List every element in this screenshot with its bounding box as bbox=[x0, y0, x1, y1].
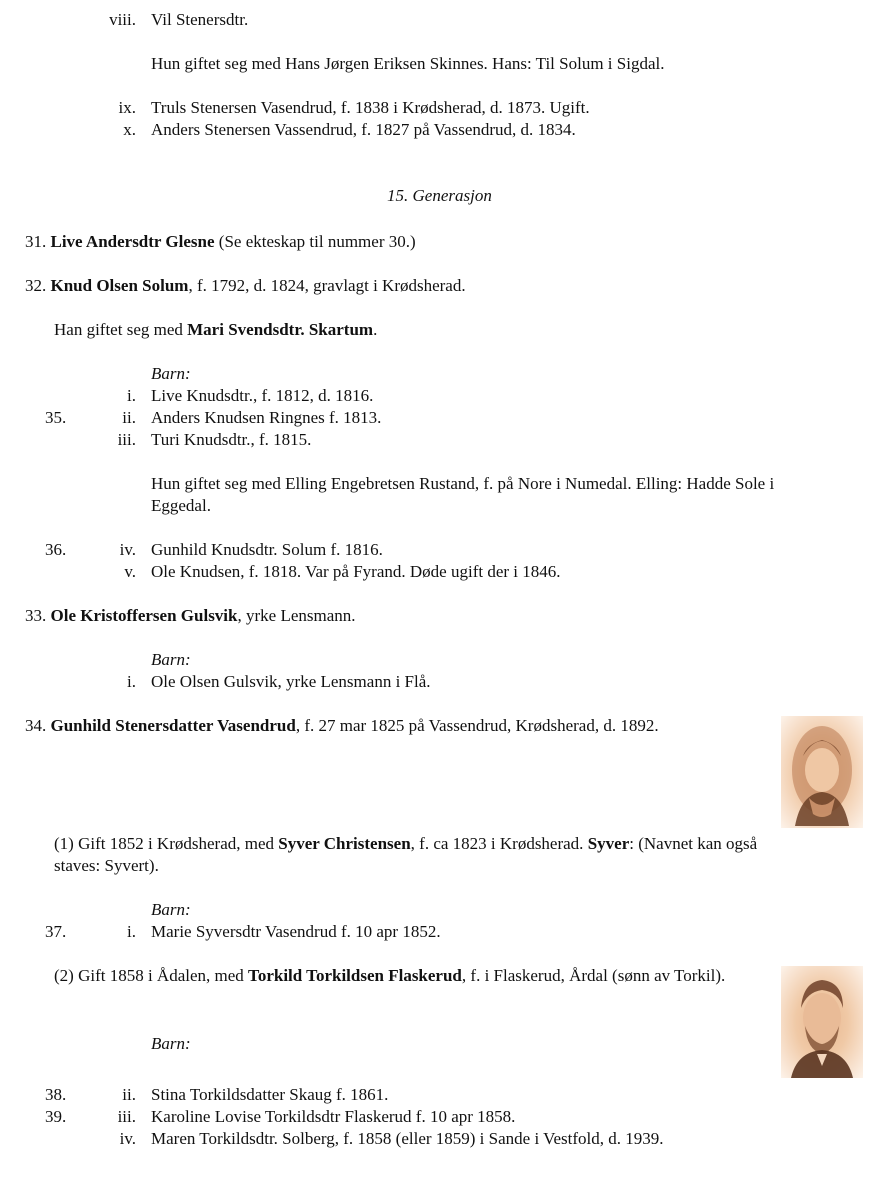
roman-numeral: x. bbox=[123, 120, 136, 139]
marriage-prefix: (1) Gift 1852 i Krødsherad, med bbox=[54, 834, 279, 853]
barn-label: Barn: bbox=[151, 900, 191, 919]
child-entry: Anders Knudsen Ringnes f. 1813. bbox=[151, 408, 382, 427]
roman-numeral: iii. bbox=[117, 430, 136, 449]
child-ref-number: 37. bbox=[45, 922, 67, 941]
marriage-note: Hun giftet seg med Hans Jørgen Eriksen Skinnes. Hans: Til Solum i Sigdal. bbox=[151, 54, 665, 73]
barn-label: Barn: bbox=[151, 364, 191, 383]
person-details: (Se ekteskap til nummer 30.) bbox=[214, 232, 416, 251]
marriage-line-1-cont: staves: Syvert). bbox=[54, 856, 159, 875]
child-entry: Marie Syversdtr Vasendrud f. 10 apr 1852. bbox=[151, 922, 441, 941]
person-34 bbox=[25, 716, 659, 736]
child-ref-number: 35. bbox=[45, 408, 67, 427]
spouse-name: Torkild Torkildsen Flaskerud bbox=[248, 966, 462, 985]
person-31 bbox=[25, 232, 416, 252]
spouse-name: Mari Svendsdtr. Skartum bbox=[187, 320, 374, 339]
child-ref-number: 38. bbox=[45, 1085, 67, 1104]
marriage-suffix: . bbox=[373, 320, 378, 339]
child-entry: Karoline Lovise Torkildsdtr Flaskerud f. 10 apr 1858. bbox=[151, 1107, 516, 1126]
roman-numeral: v. bbox=[124, 562, 136, 581]
roman-numeral: viii. bbox=[109, 10, 136, 29]
marriage-prefix: (2) Gift 1858 i Ådalen, med bbox=[54, 966, 249, 985]
marriage-details: , f. ca 1823 i Krødsherad. bbox=[410, 834, 588, 853]
portrait-photo-torkild bbox=[781, 966, 863, 1078]
person-33 bbox=[25, 606, 356, 626]
person-name: Ole Kristoffersen Gulsvik bbox=[50, 606, 238, 625]
child-entry: Maren Torkildsdtr. Solberg, f. 1858 (eller 1859) i Sande i Vestfold, d. 1939. bbox=[151, 1129, 664, 1148]
child-entry: Truls Stenersen Vasendrud, f. 1838 i Krødsherad, d. 1873. Ugift. bbox=[151, 98, 590, 117]
person-32 bbox=[25, 276, 466, 296]
roman-numeral: ii. bbox=[122, 1085, 136, 1104]
person-name: Live Andersdtr Glesne bbox=[50, 232, 215, 251]
child-entry: Ole Olsen Gulsvik, yrke Lensmann i Flå. bbox=[151, 672, 431, 691]
child-ref-number: 36. bbox=[45, 540, 67, 559]
person-name: Knud Olsen Solum bbox=[50, 276, 189, 295]
roman-numeral: i. bbox=[127, 672, 136, 691]
marriage-prefix: Han giftet seg med bbox=[54, 320, 188, 339]
roman-numeral: i. bbox=[127, 386, 136, 405]
roman-numeral: i. bbox=[127, 922, 136, 941]
child-entry: Stina Torkildsdatter Skaug f. 1861. bbox=[151, 1085, 389, 1104]
child-entry: Turi Knudsdtr., f. 1815. bbox=[151, 430, 312, 449]
marriage-line-1 bbox=[54, 834, 757, 854]
barn-label: Barn: bbox=[151, 650, 191, 669]
person-details: , f. 1792, d. 1824, gravlagt i Krødsherad. bbox=[188, 276, 466, 295]
child-entry: Live Knudsdtr., f. 1812, d. 1816. bbox=[151, 386, 374, 405]
person-details: , yrke Lensmann. bbox=[237, 606, 356, 625]
spouse-short-name: Syver bbox=[587, 834, 630, 853]
roman-numeral: iv. bbox=[119, 1129, 136, 1148]
marriage-note: Hun giftet seg med Elling Engebretsen Rustand, f. på Nore i Numedal. Elling: Hadde Sole i bbox=[151, 474, 775, 493]
child-entry: Anders Stenersen Vassendrud, f. 1827 på Vassendrud, d. 1834. bbox=[151, 120, 576, 139]
roman-numeral: ii. bbox=[122, 408, 136, 427]
person-details: , f. 27 mar 1825 på Vassendrud, Krødsherad, d. 1892. bbox=[295, 716, 659, 735]
marriage-line bbox=[54, 320, 377, 340]
child-entry: Vil Stenersdtr. bbox=[151, 10, 249, 29]
barn-label: Barn: bbox=[151, 1034, 191, 1053]
person-number: 34. bbox=[25, 716, 47, 735]
person-number: 33. bbox=[25, 606, 47, 625]
spouse-name: Syver Christensen bbox=[278, 834, 411, 853]
roman-numeral: iii. bbox=[117, 1107, 136, 1126]
roman-numeral: ix. bbox=[118, 98, 136, 117]
roman-numeral: iv. bbox=[119, 540, 136, 559]
marriage-line-2 bbox=[54, 966, 725, 986]
generation-heading: 15. Generasjon bbox=[387, 186, 492, 205]
marriage-note: Eggedal. bbox=[151, 496, 211, 515]
person-name: Gunhild Stenersdatter Vasendrud bbox=[50, 716, 296, 735]
child-entry: Gunhild Knudsdtr. Solum f. 1816. bbox=[151, 540, 383, 559]
person-number: 31. bbox=[25, 232, 47, 251]
child-entry: Ole Knudsen, f. 1818. Var på Fyrand. Døde ugift der i 1846. bbox=[151, 562, 561, 581]
marriage-suffix: : (Navnet kan også bbox=[629, 834, 758, 853]
portrait-photo-gunhild bbox=[781, 716, 863, 828]
child-ref-number: 39. bbox=[45, 1107, 67, 1126]
person-number: 32. bbox=[25, 276, 47, 295]
marriage-suffix: , f. i Flaskerud, Årdal (sønn av Torkil). bbox=[461, 966, 726, 985]
